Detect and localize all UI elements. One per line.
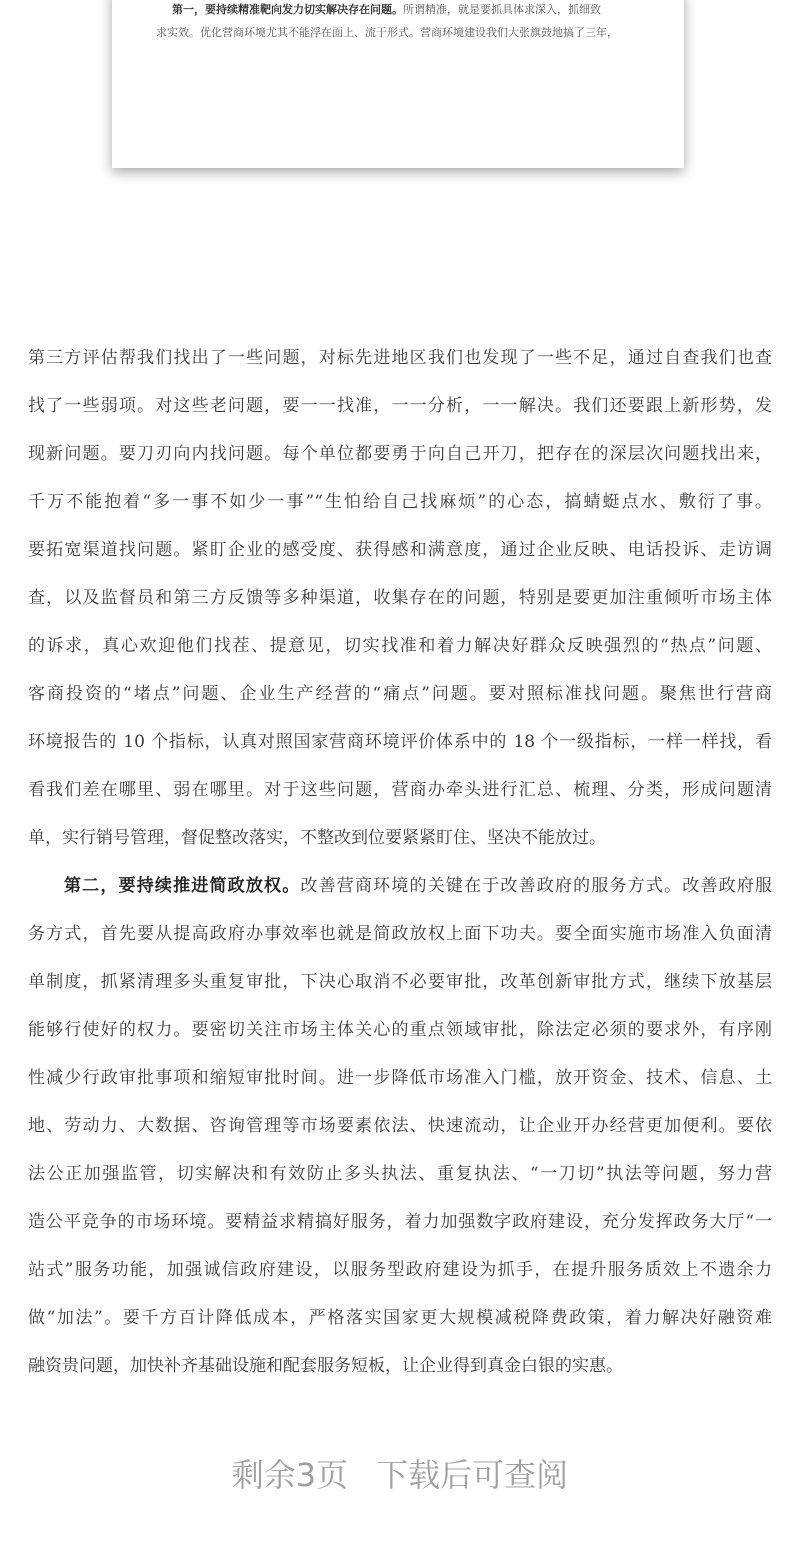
text-line: 法公正加强监管，切实解决和有效防止多头执法、重复执法、“一刀切”执法等问题，努力营 [28,1164,772,1184]
text-line [64,874,772,898]
text-line: 地、劳动力、大数据、咨询管理等市场要素依法、快速流动，让企业开办经营更加便利。要依 [28,1116,772,1136]
preview-line [172,1,662,17]
preview-line: 求实效。优化营商环境尤其不能浮在面上、流于形式。营商环境建设我们大张旗鼓地搞了三年， [156,26,618,39]
remaining-pages-label[interactable]: 剩余3页 [231,1456,349,1494]
text-line: 现新问题。要刀刃向内找问题。每个单位都要勇于向自己开刀，把存在的深层次问题找出来， [28,444,772,464]
text-line: 造公平竞争的市场环境。要精益求精搞好服务，着力加强数字政府建设，充分发挥政务大厅“一 [28,1212,772,1232]
text-line: 环境报告的 10 个指标，认真对照国家营商环境评价体系中的 18 个一级指标，一样一样找，看 [28,732,772,752]
section-text: 改善营商环境的关键在于改善政府的服务方式。改善政府服 [300,876,773,896]
section-heading: 第二，要持续推进简政放权。 [64,876,301,896]
text-line: 融资贵问题，加快补齐基础设施和配套服务短板，让企业得到真金白银的实惠。 [28,1356,623,1376]
text-line: 客商投资的“堵点”问题、企业生产经营的“痛点”问题。要对照标准找问题。聚焦世行营商 [28,684,772,704]
text-line: 找了一些弱项。对这些老问题，要一一找准，一一分析，一一解决。我们还要跟上新形势，发 [28,396,772,416]
text-line: 做“加法”。要千方百计降低成本，严格落实国家更大规模减税降费政策，着力解决好融资难 [28,1308,772,1328]
preview-text: 所谓精准，就是要抓具体求深入，抓细致 [403,3,601,16]
text-line: 单，实行销号管理，督促整改落实，不整改到位要紧紧盯住、坚决不能放过。 [28,828,606,848]
text-line: 看我们差在哪里、弱在哪里。对于这些问题，营商办牵头进行汇总、梳理、分类，形成问题清 [28,780,772,800]
text-line: 站式”服务功能，加强诚信政府建设，以服务型政府建设为抓手，在提升服务质效上不遗余力 [28,1260,772,1280]
download-prompt[interactable] [0,1450,800,1496]
text-line: 务方式，首先要从提高政府办事效率也就是简政放权上面下功夫。要全面实施市场准入负面清 [28,924,772,944]
text-line: 单制度，抓紧清理多头重复审批，下决心取消不必要审批，改革创新审批方式，继续下放基层 [28,972,772,992]
preview-page-card [112,0,684,168]
text-line: 第三方评估帮我们找出了一些问题，对标先进地区我们也发现了一些不足，通过自查我们也查 [28,348,772,368]
text-line: 的诉求，真心欢迎他们找茬、提意见，切实找准和着力解决好群众反映强烈的“热点”问题、 [28,636,772,656]
preview-heading: 第一，要持续精准靶向发力切实解决存在问题。 [172,3,403,16]
text-line: 要拓宽渠道找问题。紧盯企业的感受度、获得感和满意度，通过企业反映、电话投诉、走访调 [28,540,772,560]
text-line: 查，以及监督员和第三方反馈等多种渠道，收集存在的问题，特别是要更加注重倾听市场主体 [28,588,772,608]
text-line: 千万不能抱着“多一事不如少一事”“生怕给自己找麻烦”的心态，搞蜻蜓点水、敷衍了事。 [28,492,772,512]
text-line: 性减少行政审批事项和缩短审批时间。进一步降低市场准入门槛，放开资金、技术、信息、土 [28,1068,772,1088]
download-to-view-label[interactable]: 下载后可查阅 [376,1456,569,1494]
text-line: 能够行使好的权力。要密切关注市场主体关心的重点领域审批，除法定必须的要求外，有序刚 [28,1020,772,1040]
